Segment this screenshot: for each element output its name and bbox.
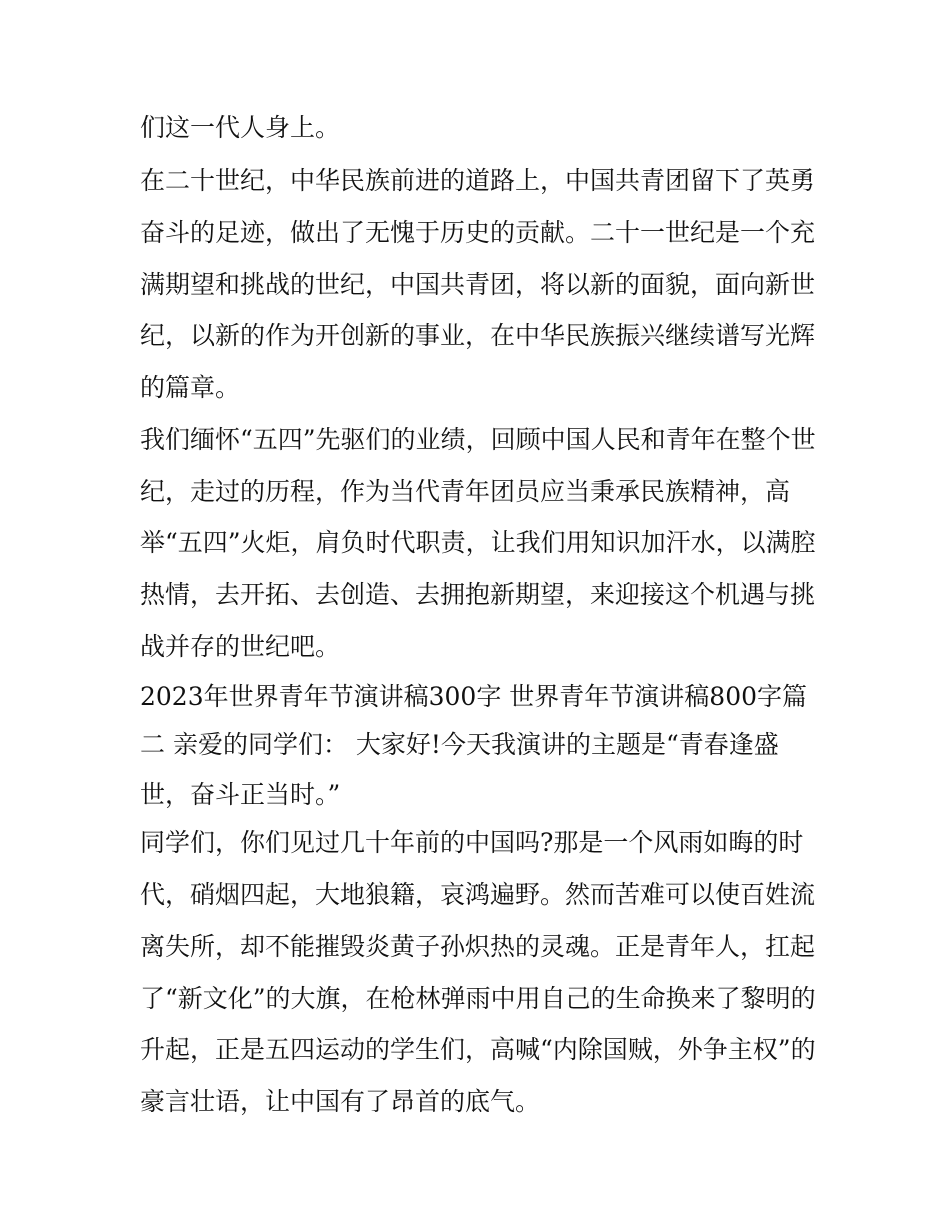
text-line: 离失所，却不能摧毁炎黄子孙炽热的灵魂。正是青年人，扛起 [140,932,816,961]
text-line: 纪，走过的历程，作为当代青年团员应当秉承民族精神，高 [140,477,791,506]
text-line: 2023年世界青年节演讲稿300字 世界青年节演讲稿800字篇 [140,682,808,711]
text-line: 同学们，你们见过几十年前的中国吗?那是一个风雨如晦的时 [140,828,804,857]
text-line: 满期望和挑战的世纪，中国共青团，将以新的面貌，面向新世 [140,270,816,299]
text-line: 的篇章。 [140,373,241,402]
text-line: 在二十世纪，中华民族前进的道路上，中国共青团留下了英勇 [140,166,816,195]
text-line: 升起，正是五四运动的学生们，高喊“内除国贼，外争主权”的 [140,1035,816,1064]
text-line: 了“新文化”的大旗，在枪林弹雨中用自己的生命换来了黎明的 [140,984,816,1013]
text-line: 代，硝烟四起，大地狼籍，哀鸿遍野。然而苦难可以使百姓流 [140,880,816,909]
text-line: 举“五四”火炬，肩负时代职责，让我们用知识加汗水，以满腔 [140,528,816,557]
text-line: 们这一代人身上。 [140,113,341,142]
text-line: 我们缅怀“五四”先驱们的业绩，回顾中国人民和青年在整个世 [140,425,816,454]
text-line: 战并存的世纪吧。 [140,632,341,661]
text-line: 热情，去开拓、去创造、去拥抱新期望，来迎接这个机遇与挑 [140,580,816,609]
text-line: 二 亲爱的同学们： 大家好!今天我演讲的主题是“青春逢盛 [140,730,779,759]
text-line: 纪，以新的作为开创新的事业，在中华民族振兴继续谱写光辉 [140,321,816,350]
text-line: 豪言壮语，让中国有了昂首的底气。 [140,1087,541,1116]
text-line: 世，奋斗正当时。” [140,780,341,809]
text-line: 奋斗的足迹，做出了无愧于历史的贡献。二十一世纪是一个充 [140,218,816,247]
